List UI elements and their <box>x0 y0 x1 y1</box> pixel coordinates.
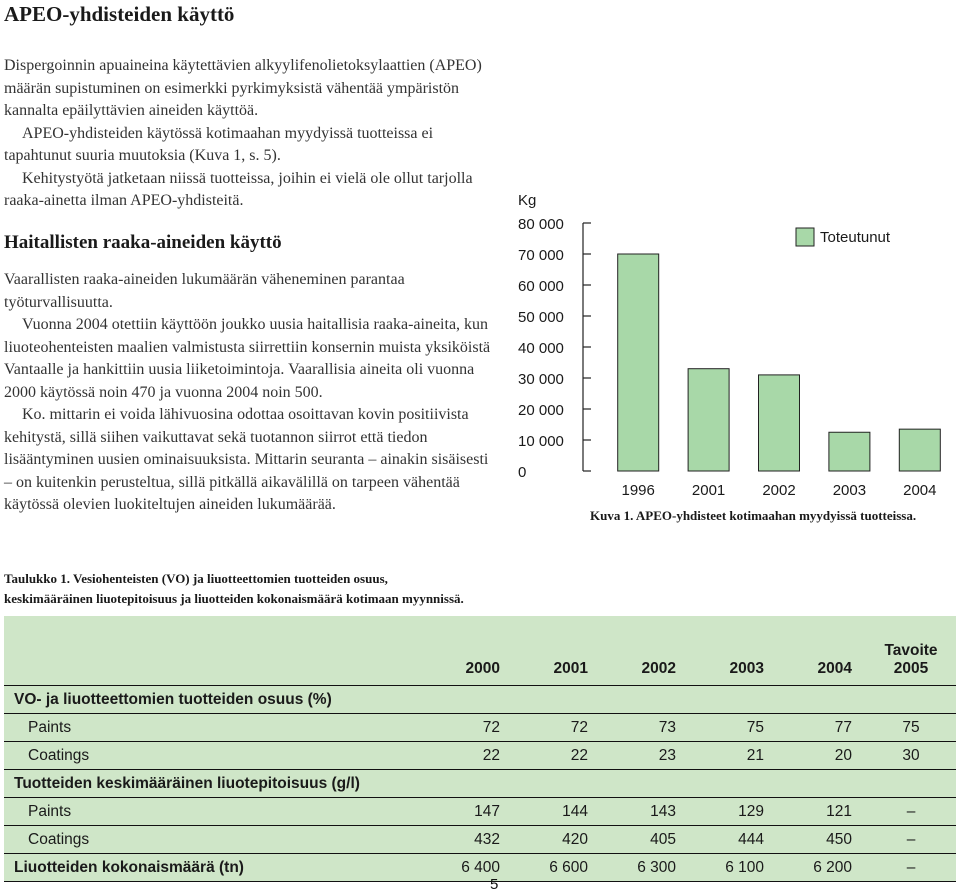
header-year: 2003 <box>690 616 778 686</box>
chart-svg <box>505 185 960 505</box>
cell: 6 600 <box>514 854 602 882</box>
bar <box>759 375 800 471</box>
cell: 405 <box>602 826 690 854</box>
section-paragraph: Ko. mittarin ei voida lähivuosina odottaa osoittavan kovin positiivista kehitystä, sillä siihen vaikuttavat sekä tuotannon siirrot että tiedon lisääntyminen uusien ominaisuuksista. Mittarin seuranta – ainakin sisäisesti – on kuitenkin perusteltua, sillä pitkällä aikavälillä on tarpeen vähentää käytössä olevien luokiteltujen aineiden lukumäärää. <box>4 406 489 513</box>
row-label: Paints <box>4 714 424 742</box>
group-title: Tuotteiden keskimääräinen liuotepitoisuus (g/l) <box>4 770 956 798</box>
cell: 75 <box>866 714 956 742</box>
cell: 450 <box>778 826 866 854</box>
table-group-row <box>4 686 956 714</box>
row-label: Paints <box>4 798 424 826</box>
cell: 22 <box>514 742 602 770</box>
chart-caption: Kuva 1. APEO-yhdisteet kotimaahan myydyissä tuotteissa. <box>590 508 917 523</box>
table-group-row <box>4 770 956 798</box>
x-tick-label: 1996 <box>621 482 655 499</box>
y-tick-label: 10 000 <box>518 433 564 450</box>
intro-text <box>4 55 498 213</box>
table-row <box>4 826 956 854</box>
header-target: Tavoite 2005 <box>866 616 956 686</box>
table-row <box>4 742 956 770</box>
cell: 121 <box>778 798 866 826</box>
table-header-row <box>4 616 956 686</box>
bar <box>899 429 940 471</box>
cell: 6 100 <box>690 854 778 882</box>
table-row <box>4 714 956 742</box>
cell: 77 <box>778 714 866 742</box>
page-title: APEO-yhdisteiden käyttö <box>4 2 235 26</box>
table-row <box>4 798 956 826</box>
x-tick-label: 2002 <box>762 482 796 499</box>
section-heading: Haitallisten raaka-aineiden käyttö <box>4 232 282 253</box>
table-total-row <box>4 854 956 882</box>
table-caption <box>4 569 464 609</box>
cell: – <box>866 798 956 826</box>
apeo-chart <box>505 185 960 555</box>
cell: 73 <box>602 714 690 742</box>
y-tick-label: 60 000 <box>518 278 564 295</box>
cell: 21 <box>690 742 778 770</box>
cell: 23 <box>602 742 690 770</box>
cell: 420 <box>514 826 602 854</box>
legend-swatch <box>796 228 814 246</box>
table-caption-line: Taulukko 1. Vesiohenteisten (VO) ja liuotteettomien tuotteiden osuus, <box>4 571 388 586</box>
header-year: 2001 <box>514 616 602 686</box>
intro-paragraph: Kehitystyötä jatketaan niissä tuotteissa, joihin ei vielä ole ollut tarjolla raaka-ainetta ilman APEO-yhdisteitä. <box>4 169 473 209</box>
y-tick-label: 50 000 <box>518 309 564 326</box>
row-label: Coatings <box>4 826 424 854</box>
x-tick-label: 2003 <box>832 482 867 499</box>
header-empty <box>4 616 424 686</box>
section-paragraph: Vuonna 2004 otettiin käyttöön joukko uusia haitallisia raaka-aineita, kun liuoteohenteisten maalien valmistusta siirrettiin konsernin muista yksiköistä Vantaalle ja hankittiin uusia liiketoimintoja. Vaarallisia aineita oli vuonna 2000 käytössä noin 470 ja vuonna 2004 noin 500. <box>4 316 491 401</box>
header-year: 2002 <box>602 616 690 686</box>
cell: – <box>866 854 956 882</box>
solvent-table <box>4 616 956 882</box>
y-tick-label: 80 000 <box>518 216 564 233</box>
bar <box>688 369 729 471</box>
cell: 72 <box>424 714 514 742</box>
cell: 6 200 <box>778 854 866 882</box>
bar <box>618 254 659 471</box>
cell: – <box>866 826 956 854</box>
y-tick-label: 30 000 <box>518 371 564 388</box>
cell: 144 <box>514 798 602 826</box>
bar <box>829 432 870 471</box>
y-tick-label: 70 000 <box>518 247 564 264</box>
cell: 444 <box>690 826 778 854</box>
cell: 72 <box>514 714 602 742</box>
y-axis-label: Kg <box>518 192 537 209</box>
legend-label: Toteutunut <box>820 229 891 246</box>
intro-paragraph: APEO-yhdisteiden käytössä kotimaahan myydyissä tuotteissa ei tapahtunut suuria muutoksia (Kuva 1, s. 5). <box>4 124 434 164</box>
cell: 22 <box>424 742 514 770</box>
section-paragraph: Vaarallisten raaka-aineiden lukumäärän väheneminen parantaa työturvallisuutta. <box>4 271 405 311</box>
cell: 6 300 <box>602 854 690 882</box>
cell: 129 <box>690 798 778 826</box>
x-tick-label: 2001 <box>691 482 726 499</box>
x-tick-label: 2004 <box>903 482 937 499</box>
cell: 30 <box>866 742 956 770</box>
header-year: 2000 <box>424 616 514 686</box>
table-caption-line: keskimääräinen liuotepitoisuus ja liuotteiden kokonaismäärä kotimaan myynnissä. <box>4 591 464 606</box>
total-label: Liuotteiden kokonaismäärä (tn) <box>4 854 424 882</box>
cell: 147 <box>424 798 514 826</box>
row-label: Coatings <box>4 742 424 770</box>
group-title: VO- ja liuotteettomien tuotteiden osuus (%) <box>4 686 956 714</box>
cell: 75 <box>690 714 778 742</box>
cell: 20 <box>778 742 866 770</box>
section-hazardous <box>4 232 498 517</box>
y-tick-label: 0 <box>518 464 527 481</box>
page-number: 5 <box>490 876 499 893</box>
y-tick-label: 40 000 <box>518 340 564 357</box>
cell: 6 400 <box>424 854 514 882</box>
cell: 143 <box>602 798 690 826</box>
intro-paragraph: Dispergoinnin apuaineina käytettävien alkyylifenolietoksylaattien (APEO) määrän supistuminen on esimerkki pyrkimyksistä vähentää ympäristön kannalta epäilyttävien aineiden käyttöä. <box>4 57 482 119</box>
y-tick-label: 20 000 <box>518 402 564 419</box>
header-year: 2004 <box>778 616 866 686</box>
cell: 432 <box>424 826 514 854</box>
